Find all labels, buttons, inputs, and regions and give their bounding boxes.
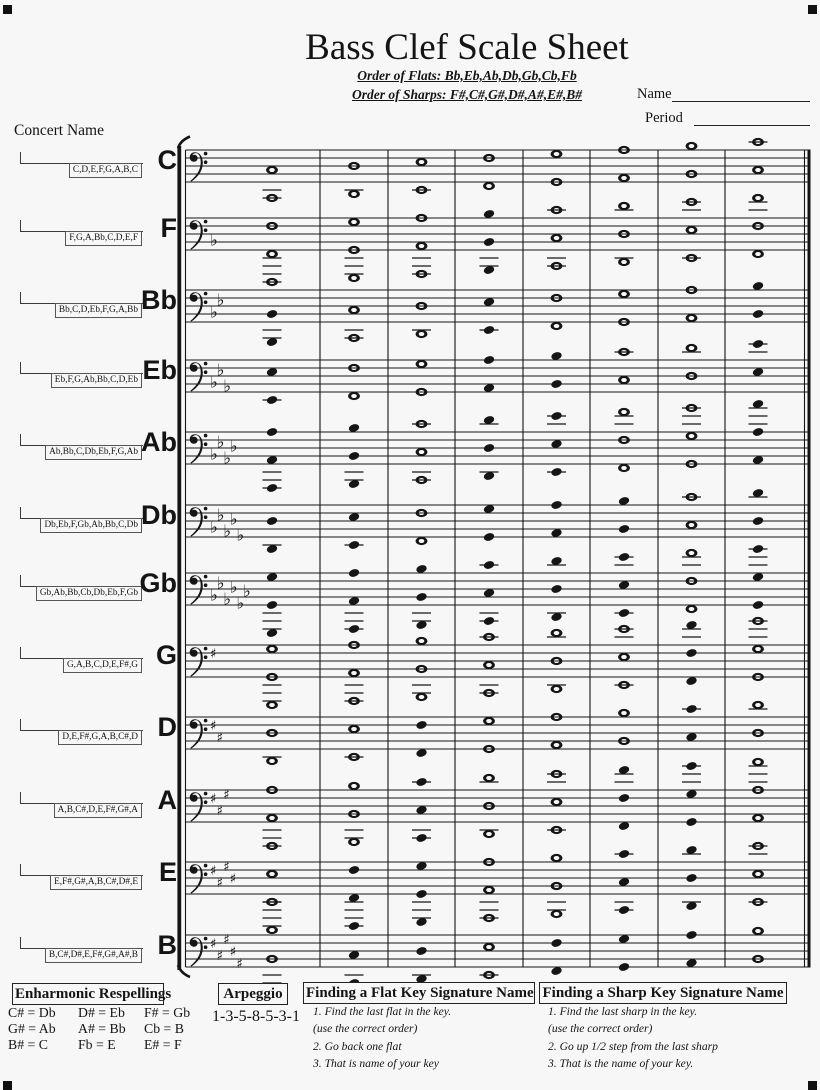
enharmonic-cell: G# = Ab	[8, 1021, 56, 1037]
key-letter: C	[157, 145, 177, 175]
step-line: 2. Go back one flat	[313, 1039, 402, 1053]
enharmonic-cell: A# = Bb	[78, 1021, 126, 1037]
svg-text:♯: ♯	[216, 947, 224, 964]
enharmonic-cell: Fb = E	[78, 1037, 116, 1053]
svg-text:♯: ♯	[223, 858, 230, 875]
svg-text:♯: ♯	[223, 786, 230, 803]
flat-key-box-title: Finding a Flat Key Signature Name	[303, 982, 535, 1004]
scale-spelling-box: Ab,Bb,C,Db,Eb,F,G,Ab	[45, 445, 142, 460]
scale-spelling-box: G,A,B,C,D,E,F#,G	[63, 658, 142, 673]
scale-spelling-box: Db,Eb,F,Gb,Ab,Bb,C,Db	[40, 518, 142, 533]
svg-text:♭: ♭	[236, 525, 245, 545]
staff-row-E	[186, 842, 811, 934]
flat-key-steps	[313, 1003, 451, 1072]
step-line: 3. That is the name of your key.	[548, 1056, 694, 1070]
scale-spelling-box: Eb,F,G,Ab,Bb,C,D,Eb	[51, 373, 142, 388]
scale-spelling-box: B,C#,D#,E,F#,G#,A#,B	[45, 948, 142, 963]
arpeggio-pattern: 1-3-5-8-5-3-1	[212, 1008, 300, 1025]
svg-text:♭: ♭	[229, 509, 238, 529]
svg-text:♯: ♯	[210, 862, 217, 879]
enharmonic-row	[8, 1005, 202, 1021]
order-of-flats-line: Order of Flats: Bb,Eb,Ab,Db,Gb,Cb,Fb	[357, 68, 577, 83]
key-letter: A	[157, 785, 177, 815]
svg-text:♭: ♭	[210, 230, 218, 250]
key-letter: Eb	[142, 355, 177, 385]
svg-text:♭: ♭	[216, 290, 225, 310]
key-letter: G	[155, 640, 177, 670]
period-label: Period	[645, 110, 683, 126]
enharmonic-cell: D# = Eb	[78, 1005, 125, 1020]
scale-spelling-box: A,B,C#,D,E,F#,G#,A	[54, 803, 142, 818]
step-line: (use the correct order)	[548, 1022, 653, 1036]
staff-row-D	[186, 701, 811, 765]
scale-spelling-box: C,D,E,F,G,A,B,C	[69, 163, 142, 178]
name-label: Name	[637, 86, 672, 102]
svg-text:♭: ♭	[210, 372, 218, 392]
enharmonic-cell: C# = Db	[8, 1005, 56, 1020]
svg-text:♭: ♭	[223, 376, 231, 396]
svg-text:♭: ♭	[216, 360, 225, 380]
staff-row-F	[186, 194, 811, 286]
key-letter: E	[158, 857, 177, 887]
staff-row-Bb	[186, 281, 811, 347]
svg-text:♯: ♯	[210, 790, 217, 807]
svg-text:♭: ♭	[216, 505, 225, 525]
key-letter: D	[157, 712, 177, 742]
step-line: 2. Go up 1/2 step from the last sharp	[548, 1039, 718, 1053]
svg-text:♯: ♯	[210, 935, 217, 952]
svg-text:♭: ♭	[210, 302, 218, 322]
scale-spelling-box: E,F#,G#,A,B,C#,D#,E	[50, 875, 142, 890]
page-title: Bass Clef Scale Sheet	[305, 27, 629, 68]
svg-text:♯: ♯	[210, 645, 217, 662]
svg-text:♭: ♭	[216, 573, 225, 593]
enharmonic-row	[8, 1021, 202, 1037]
order-of-sharps-line: Order of Sharps: F#,C#,G#,D#,A#,E#,B#	[352, 87, 582, 102]
staff-row-C	[186, 138, 811, 202]
staff-row-Eb	[186, 339, 811, 405]
key-letter: F	[160, 213, 177, 243]
sharp-key-steps	[548, 1003, 718, 1072]
enharmonic-cell: E# = F	[144, 1037, 182, 1053]
svg-text:♭: ♭	[229, 577, 238, 597]
step-line: 1. Find the last flat in the key.	[313, 1005, 452, 1018]
svg-text:♭: ♭	[223, 521, 231, 541]
key-letter: B	[157, 930, 177, 960]
svg-text:♭: ♭	[229, 436, 238, 456]
key-letter: Bb	[141, 285, 177, 315]
key-letter: Db	[141, 500, 177, 530]
svg-text:♯: ♯	[236, 955, 243, 972]
step-line: 3. That is name of your key	[313, 1056, 439, 1070]
svg-text:♯: ♯	[216, 874, 224, 891]
key-letter: Ab	[141, 427, 177, 457]
staff-row-Gb	[186, 544, 811, 638]
svg-text:♭: ♭	[223, 448, 231, 468]
svg-text:♯: ♯	[229, 943, 237, 960]
key-letter: Gb	[139, 568, 177, 598]
svg-text:♯: ♯	[210, 717, 217, 734]
arpeggio-title: Arpeggio	[218, 983, 288, 1005]
scale-spelling-box: Bb,C,D,Eb,F,G,A,Bb	[55, 303, 142, 318]
svg-text:♯: ♯	[216, 729, 224, 746]
enharmonic-cell: B# = C	[8, 1037, 48, 1053]
enharmonic-cell: Cb = B	[144, 1021, 184, 1037]
staff-row-Ab	[186, 399, 811, 493]
sharp-key-box-title: Finding a Sharp Key Signature Name	[539, 982, 787, 1004]
scale-spelling-box: Gb,Ab,Bb,Cb,Db,Eb,F,Gb	[36, 586, 142, 601]
scale-spelling-box: F,G,A,Bb,C,D,E,F	[65, 231, 142, 246]
staff-row-A	[186, 758, 811, 850]
staff-row-G	[186, 617, 811, 709]
enharmonic-respellings-title: Enharmonic Respellings	[12, 983, 164, 1005]
svg-text:♭: ♭	[210, 585, 218, 605]
staff-row-Db	[186, 488, 811, 554]
step-line: (use the correct order)	[313, 1022, 418, 1036]
svg-text:♭: ♭	[216, 432, 225, 452]
scale-spelling-box: D,E,F#,G,A,B,C#,D	[58, 730, 142, 745]
svg-text:♭: ♭	[243, 581, 251, 601]
svg-text:♭: ♭	[236, 593, 245, 613]
svg-text:♯: ♯	[216, 802, 224, 819]
svg-text:♭: ♭	[210, 444, 218, 464]
svg-text:♯: ♯	[229, 870, 237, 887]
step-line: 1. Find the last sharp in the key.	[548, 1005, 698, 1018]
concert-name-heading: Concert Name	[14, 122, 104, 139]
enharmonic-row	[8, 1037, 202, 1053]
svg-text:♯: ♯	[223, 931, 230, 948]
svg-text:♭: ♭	[210, 517, 218, 537]
enharmonic-cell: F# = Gb	[144, 1005, 191, 1020]
svg-text:♭: ♭	[223, 589, 231, 609]
